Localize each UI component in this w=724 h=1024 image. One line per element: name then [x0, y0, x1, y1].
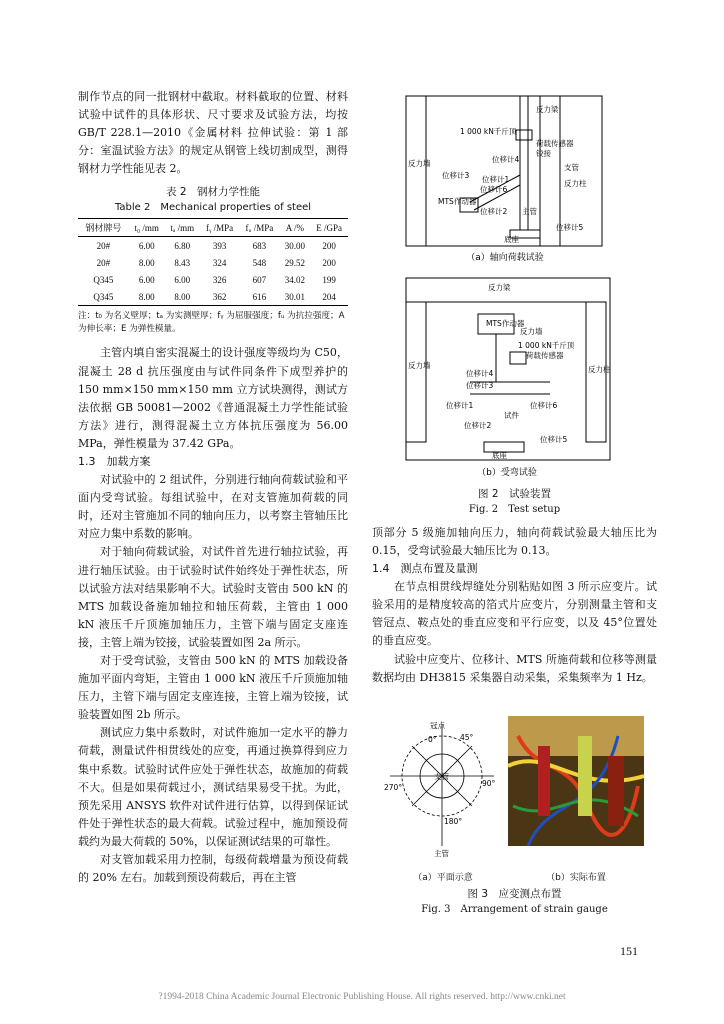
- table-cell: 6.80: [174, 240, 191, 251]
- fig3-caption-en: Fig. 3 Arrangement of strain gauge: [421, 904, 608, 915]
- paragraph-scf-test: 测试应力集中系数时，对试件施加一定水平的静力荷载，测量试件相贯线处的应变，再通过换算得到应力集中系数。试验时试件应处于弹性状态，故施加的荷载不大。但是如果荷载过小，测试结果易受干扰。为此，预先采用 ANSYS 软件对试件进行估算，以得到保证试件处于弹性状态的最大荷载。试验过程中，施加预设荷载约为最大荷载的 50%，以保证测试结果的可靠性。: [78, 726, 348, 848]
- table-cell: 8.00: [129, 288, 165, 306]
- table-cell: 8.00: [165, 288, 200, 306]
- figure-2a-axial-test-diagram: [400, 90, 610, 265]
- table-cell: 616: [239, 288, 279, 306]
- fig2a-label: 位移计3: [442, 171, 470, 180]
- table-row: [78, 288, 348, 306]
- fig2a-label: 反力墙: [408, 159, 431, 168]
- fig2b-label: 底座: [492, 451, 507, 460]
- table-header-cell: fᵤ /MPa: [239, 219, 279, 237]
- fig2a-label: MTS作动器: [438, 197, 477, 206]
- fig3a-label: 270°: [384, 783, 403, 792]
- paragraph-data-acquisition: 试验中应变片、位移计、MTS 所施荷载和位移等测量数据均由 DH3815 采集器自动采集，采集频率为 1 Hz。: [372, 652, 657, 684]
- fig2-caption-en: Fig. 2 Test setup: [468, 504, 561, 515]
- fig2a-label: 底座: [504, 235, 519, 244]
- fig2b-label: 位移计5: [540, 435, 568, 444]
- fig2-caption-zh: 图 2 试验装置: [477, 488, 552, 500]
- figure-3a-plan-diagram: [382, 716, 504, 866]
- steel-properties-table: [78, 218, 348, 306]
- table-header-cell: A /%: [280, 219, 311, 237]
- table-cell: 8.00: [138, 257, 155, 268]
- jack-shape: [510, 352, 526, 364]
- page-number: 151: [620, 944, 638, 958]
- table-cell: 324: [212, 257, 227, 268]
- table-cell: 6.00: [138, 240, 155, 251]
- fig2a-label: 位移计6: [480, 185, 508, 194]
- table-header-cell: E /GPa: [310, 219, 348, 237]
- table-cell: Q345: [78, 288, 129, 306]
- fig3b-photo: [508, 716, 644, 846]
- table2-title-zh: 表 2 钢材力学性能: [165, 186, 261, 199]
- table-cell: 6.00: [138, 274, 155, 285]
- fig2a-label: 位移计2: [480, 207, 508, 216]
- table-cell: 20#: [96, 240, 111, 251]
- table-cell: 204: [310, 288, 348, 306]
- table-row: [78, 237, 348, 255]
- jack-shape: [516, 130, 532, 140]
- fig2a-label: 位移计1: [482, 175, 510, 184]
- fig2a-label: 位移计4: [492, 155, 520, 164]
- fig2b-label: 试件: [504, 411, 519, 420]
- fig3-caption-zh: 图 3 应变测点布置: [467, 888, 562, 900]
- table-header-cell: fᵧ /MPa: [200, 219, 239, 237]
- paragraph-axial-ratio: 顶部分 5 级施加轴向压力，轴向荷载试验最大轴压比为 0.15，受弯试验最大轴压比为 0.13。: [372, 526, 657, 558]
- fig2b-label: 位移计4: [466, 369, 494, 378]
- paragraph-axial-test: 对于轴向荷载试验，对试件首先进行轴拉试验，再进行轴压试验。由于试验时试件始终处于弹性状态，所以试验方法对结果影响不大。试验时支管由 500 kN 的 MTS 加载设备施加轴拉和轴压荷载，主管由 1 000 kN 液压千斤顶施加轴压力，主管下端与固定支座连接，主管上端为铰接，试验装置如图 2a 所示。: [78, 545, 348, 649]
- fig3a-label: 90°: [482, 779, 496, 788]
- left-column: [78, 88, 348, 887]
- figure-2b-bending-test-diagram: [400, 272, 615, 482]
- reaction-wall-left: [406, 302, 426, 442]
- table-cell: 362: [200, 288, 239, 306]
- fig3a-label: 0°: [428, 735, 437, 744]
- frame: [406, 278, 610, 460]
- fig3a-caption: （a）平面示意: [413, 873, 473, 883]
- fig2b-label: 位移计6: [530, 401, 558, 410]
- table-cell: 29.52: [284, 257, 305, 268]
- table-cell: 30.00: [284, 240, 305, 251]
- fig2b-label: 反力柱: [588, 365, 611, 374]
- table2-note: 注：t₀ 为名义壁厚；tₐ 为实测壁厚；fᵧ 为屈服强度；fᵤ 为抗拉强度；A 为伸长率；E 为弹性模量。: [78, 311, 345, 335]
- table-cell: 6.00: [174, 274, 191, 285]
- table-cell: 199: [322, 274, 336, 285]
- fig2a-label: 反力柱: [564, 179, 587, 188]
- fig3a-label: 45°: [460, 733, 474, 742]
- fig2a-caption: （a）轴向荷载试验: [466, 253, 544, 263]
- table-cell: 200: [322, 257, 336, 268]
- fig3a-label: 冠点: [430, 721, 445, 730]
- table-cell: 34.02: [284, 274, 305, 285]
- wires-photo-graphic: [508, 716, 644, 846]
- copyright-footer: ?1994-2018 China Academic Journal Electronic Publishing House. All rights reserved. http://www.cnki.net: [158, 992, 566, 1002]
- section-1-4-heading: 1.4 测点布置及量测: [372, 562, 478, 576]
- table-cell: 8.43: [174, 257, 191, 268]
- table2-title-en: Table 2 Mechanical properties of steel: [114, 202, 312, 214]
- paragraph-strain-gauges: 在节点相贯线焊缝处分别粘贴如图 3 所示应变片。试验采用的是精度较高的箔式片应变片，分别测量主管和支管冠点、鞍点处的垂直应变和平行应变，以及 45°位置处的垂直应变。: [372, 580, 657, 648]
- table-cell: 326: [212, 274, 227, 285]
- fig2a-label: 支管: [564, 163, 579, 172]
- table-header-row: [78, 219, 348, 237]
- fig2a-label: 1 000 kN千斤顶: [460, 127, 517, 136]
- table-header-cell: t₀ /mm: [129, 219, 165, 237]
- table-cell: 393: [212, 240, 227, 251]
- fig2b-label: 1 000 kN千斤顶: [518, 341, 575, 350]
- fig2a-label: 铰接: [536, 149, 551, 158]
- table-row: [78, 254, 348, 271]
- fig2b-label: 反力梁: [488, 283, 511, 292]
- table-cell: 200: [322, 240, 336, 251]
- fig2b-label: 位移计1: [446, 401, 474, 410]
- fig2a-label: 荷载传感器: [536, 139, 574, 148]
- fig2a-label: 主管: [522, 207, 537, 216]
- table-row: [78, 271, 348, 288]
- right-column: [372, 520, 657, 687]
- table-header-cell: tₐ /mm: [165, 219, 200, 237]
- fig3a-label: 支管: [434, 772, 449, 781]
- paragraph-materials: 制作节点的同一批钢材中截取。材料截取的位置、材料试验中试件的具体形状、尺寸要求及试验方法，均按 GB/T 228.1—2010《金属材料 拉伸试验：第 1 部分：室温试验方法》的规定从钢管上线切割成型，测得钢材力学性能见表 2。: [78, 90, 348, 176]
- reaction-wall-shape: [406, 96, 426, 246]
- section-1-3-heading: 1.3 加载方案: [78, 455, 151, 469]
- fig2b-label: 位移计2: [464, 421, 492, 430]
- table-cell: 683: [252, 240, 267, 251]
- fig3a-label: 180°: [444, 817, 463, 826]
- table-header-cell: 钢材牌号: [78, 219, 129, 237]
- fig2b-caption: （b）受弯试验: [477, 468, 537, 478]
- paragraph-bending-test: 对于受弯试验，支管由 500 kN 的 MTS 加载设备施加平面内弯矩，主管由 1 000 kN 液压千斤顶施加轴压力，主管下端与固定支座连接，主管上端为铰接，试验装置如图 2b 所示。: [78, 653, 348, 722]
- table-cell: 548: [252, 257, 267, 268]
- table-cell: 30.01: [280, 288, 311, 306]
- table-cell: 20#: [96, 257, 111, 268]
- fig2b-label: 反力墙: [520, 327, 543, 336]
- fig2b-label: 荷载传感器: [526, 351, 564, 360]
- fig2a-label: 位移计5: [556, 223, 584, 232]
- table-cell: 607: [252, 274, 267, 285]
- paragraph-concrete: 主管内填自密实混凝土的设计强度等级均为 C50，混凝土 28 d 抗压强度由与试件同条件下成型养护的 150 mm×150 mm×150 mm 立方试块测得，测试方法依据 GB 50081—2002《普通混凝土力学性能试验方法》进行，测得混凝土立方体抗压强度为 56.00 MPa，弹性模量为 37.42 GPa。: [78, 346, 348, 450]
- fig2b-label: MTS作动器: [486, 319, 525, 328]
- paragraph-loading-scheme: 对试验中的 2 组试件，分别进行轴向荷载试验和平面内受弯试验。每组试验中，在对支管施加荷载的同时，还对主管施加不同的轴向压力，以考察主管轴压比对应力集中系数的影响。: [78, 473, 348, 541]
- fig2b-label: 反力墙: [408, 361, 431, 370]
- paragraph-load-control: 对支管加载采用力控制，每级荷载增量为预设荷载的 20% 左右。加载到预设荷载后，再在主管: [78, 853, 348, 885]
- table-cell: Q345: [93, 274, 114, 285]
- fig3a-label: 主管: [434, 849, 449, 858]
- fig2b-label: 位移计3: [466, 381, 494, 390]
- fig3b-caption: （b）实际布置: [546, 873, 606, 883]
- fig2a-label: 反力梁: [536, 105, 559, 114]
